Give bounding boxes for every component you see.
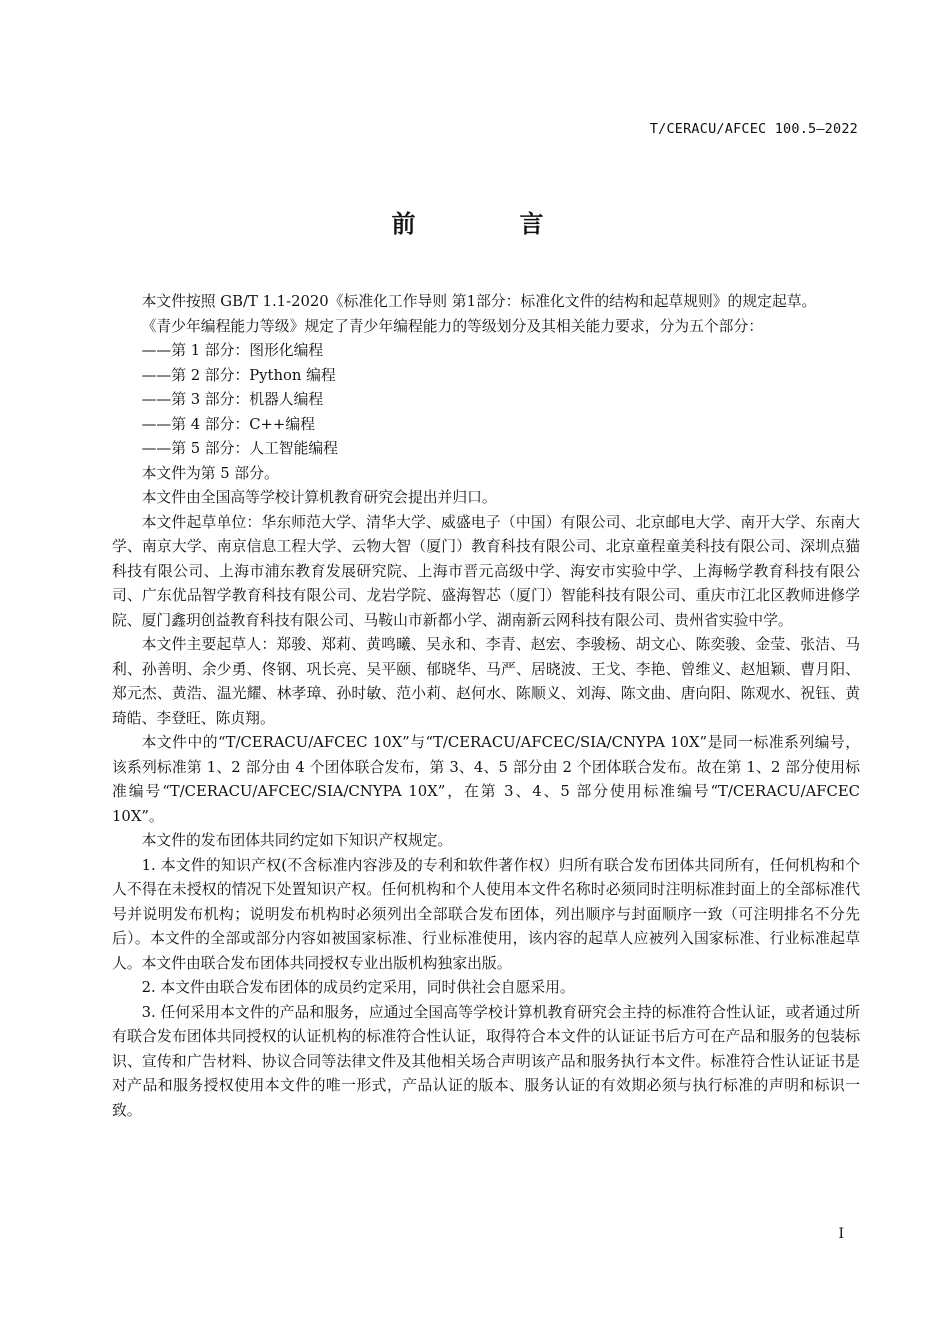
list-item-part-1: ——第 1 部分：图形化编程: [141, 342, 324, 359]
list-item-part-4: ——第 4 部分：C++编程: [141, 415, 315, 433]
paragraph-ip-rule-3: 3. 任何采用本文件的产品和服务，应通过全国高等学校计算机教育研究会主持的标准符合性认证，或者通过所有联合发布团体共同授权的认证机构的标准符合性认证，取得符合本文件的认证证书后方可在产品和服务的包装标识、宣传和广告材料、协议合同等法律文件及其他相关场合声明该产品和服务执行本文件。标准符合性认证证书是对产品和服务授权使用本文件的唯一形式，产品认证的版本、服务认证的有效期必须与执行标准的声明和标识一致。: [112, 1003, 860, 1119]
paragraph-this-part: 本文件为第 5 部分。: [141, 464, 279, 482]
paragraph-series-numbering: 本文件中的“T/CERACU/AFCEC 10X”与“T/CERACU/AFCEC/SIA/CNYPA 10X”是同一标准系列编号，该系列标准第 1、2 部分由 4 个团体联合发布，第 3、4、5 部分由 2 个团体联合发布。故在第 1、2 部分使用标准编号“T/CERACU/AFCEC/SIA/CNYPA 10X”，在第 3、4、5 部分使用标准编号“T/CERACU/AFCEC 10X”。: [112, 734, 860, 825]
paragraph-proposer: 本文件由全国高等学校计算机教育研究会提出并归口。: [141, 489, 497, 506]
paragraph-drafters: 本文件主要起草人：郑骏、郑莉、黄鸣曦、吴永和、李青、赵宏、李骏杨、胡文心、陈奕骏、金莹、张洁、马利、孙善明、余少勇、佟钢、巩长亮、吴平颐、郁晓华、马严、居晓波、王戈、李艳、曾维义、赵旭颖、曹月阳、郑元杰、黄浩、温光耀、林孝璋、孙时敏、范小莉、赵何水、陈顺义、刘海、陈文曲、唐向阳、陈观水、祝钰、黄琦皓、李登旺、陈贞翔。: [112, 636, 860, 727]
paragraph-drafting-rules: 本文件按照 GB/T 1.1-2020《标准化工作导则 第1部分：标准化文件的结构和起草规则》的规定起草。: [141, 293, 817, 310]
paragraph-series-intro: 《青少年编程能力等级》规定了青少年编程能力的等级划分及其相关能力要求，分为五个部分：: [141, 317, 764, 335]
document-body: [112, 290, 860, 1123]
document-code: T/CERACU/AFCEC 100.5—2022: [649, 121, 858, 137]
paragraph-ip-rule-1: 1. 本文件的知识产权(不含标准内容涉及的专利和软件著作权）归所有联合发布团体共同所有，任何机构和个人不得在未授权的情况下处置知识产权。任何机构和个人使用本文件名称时必须同时注明标准封面上的全部标准代号并说明发布机构；说明发布机构时必须列出全部联合发布团体，列出顺序与封面顺序一致（可注明排名不分先后）。本文件的全部或部分内容如被国家标准、行业标准使用，该内容的起草人应被列入国家标准、行业标准起草人。本文件由联合发布团体共同授权专业出版机构独家出版。: [112, 856, 860, 972]
paragraph-ip-rule-2: 2. 本文件由联合发布团体的成员约定采用，同时供社会自愿采用。: [141, 979, 575, 996]
list-item-part-5: ——第 5 部分：人工智能编程: [141, 440, 338, 457]
paragraph-ip-intro: 本文件的发布团体共同约定如下知识产权规定。: [141, 832, 453, 849]
page-title: 前 言: [391, 210, 584, 238]
paragraph-drafting-units: 本文件起草单位：华东师范大学、清华大学、威盛电子（中国）有限公司、北京邮电大学、南开大学、东南大学、南京大学、南京信息工程大学、云物大智（厦门）教育科技有限公司、北京童程童美科技有限公司、深圳点猫科技有限公司、上海市浦东教育发展研究院、上海市晋元高级中学、海安市实验中学、上海畅学教育科技有限公司、广东优品智学教育科技有限公司、龙岩学院、盛海智芯（厦门）智能科技有限公司、重庆市江北区教师进修学院、厦门鑫玥创益教育科技有限公司、马鞍山市新都小学、湖南新云网科技有限公司、贵州省实验中学。: [112, 513, 860, 629]
list-item-part-3: ——第 3 部分：机器人编程: [141, 391, 324, 408]
page-number: I: [838, 1226, 844, 1242]
list-item-part-2: ——第 2 部分：Python 编程: [141, 366, 336, 384]
